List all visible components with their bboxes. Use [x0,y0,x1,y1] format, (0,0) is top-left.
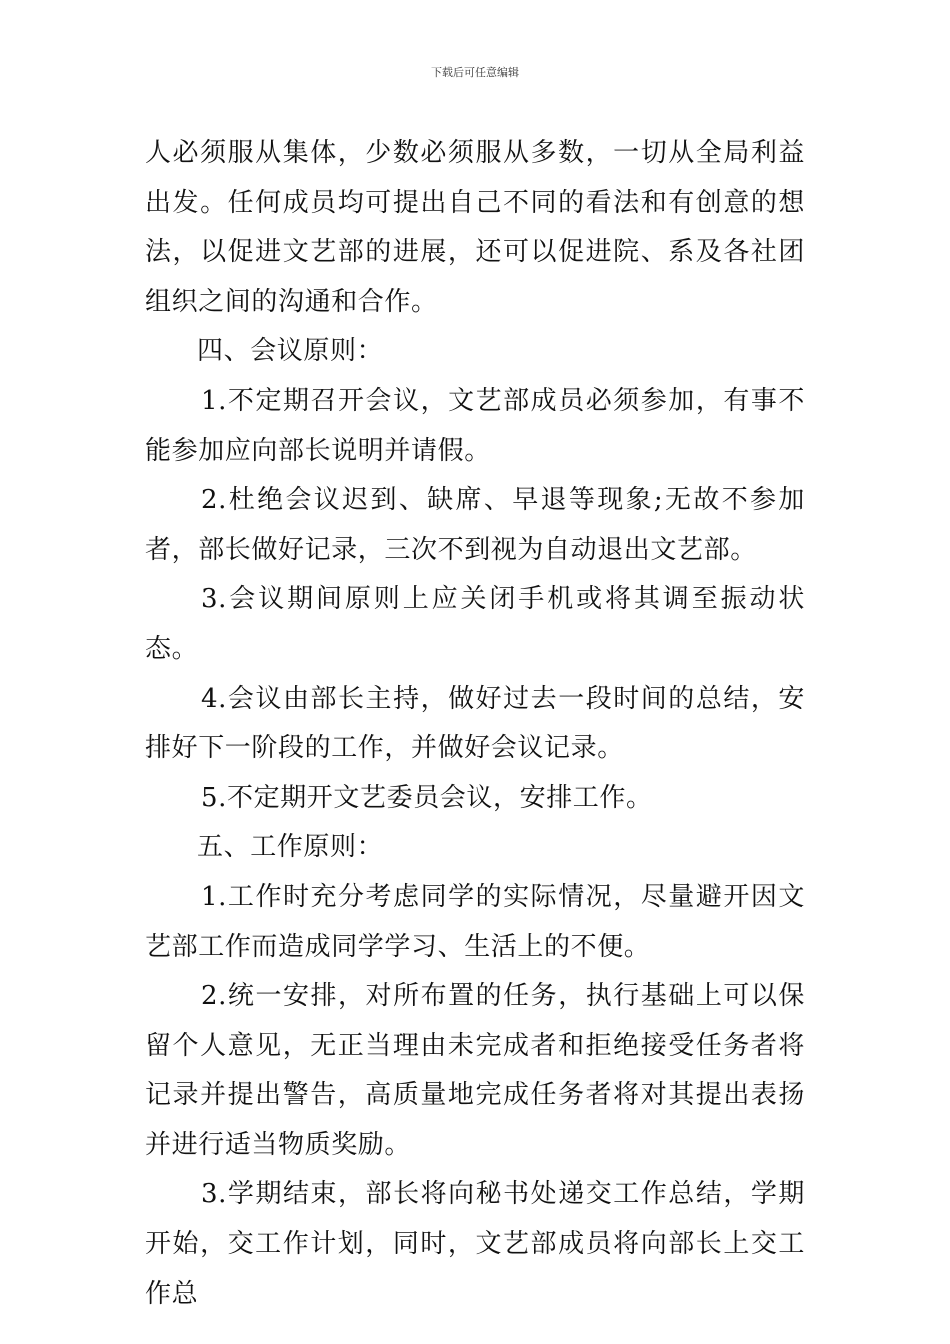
work-rule-1: 1.工作时充分考虑同学的实际情况，尽量避开因文艺部工作而造成同学学习、生活上的不便。 [145,881,805,962]
work-rule-3: 3.学期结束，部长将向秘书处递交工作总结，学期开始，交工作计划，同时，文艺部成员将向部长上交工作总 [145,1179,805,1309]
meeting-rule-1: 1.不定期召开会议，文艺部成员必须参加，有事不能参加应向部长说明并请假。 [145,385,805,466]
work-rule-2: 2.统一安排，对所布置的任务，执行基础上可以保留个人意见，无正当理由未完成者和拒绝接受任务者将记录并提出警告，高质量地完成任务者将对其提出表扬并进行适当物质奖励。 [145,981,805,1160]
page-header-note: 下载后可任意编辑 [431,66,519,79]
section-heading-work-principles: 五、工作原则： [197,832,384,863]
section-heading-meeting-principles: 四、会议原则： [197,336,384,367]
meeting-rule-3: 3.会议期间原则上应关闭手机或将其调至振动状态。 [145,584,805,664]
meeting-rule-4: 4.会议由部长主持，做好过去一段时间的总结，安排好下一阶段的工作，并做好会议记录。 [145,683,805,764]
meeting-rule-2: 2.杜绝会议迟到、缺席、早退等现象;无故不参加者，部长做好记录，三次不到视为自动退出文艺部。 [145,485,805,565]
document-body [145,129,805,1319]
paragraph-continuation: 人必须服从集体，少数必须服从多数，一切从全局利益出发。任何成员均可提出自己不同的看法和有创意的想法，以促进文艺部的进展，还可以促进院、系及各社团组织之间的沟通和合作。 [145,138,805,317]
meeting-rule-5: 5.不定期开文艺委员会议，安排工作。 [201,782,653,813]
